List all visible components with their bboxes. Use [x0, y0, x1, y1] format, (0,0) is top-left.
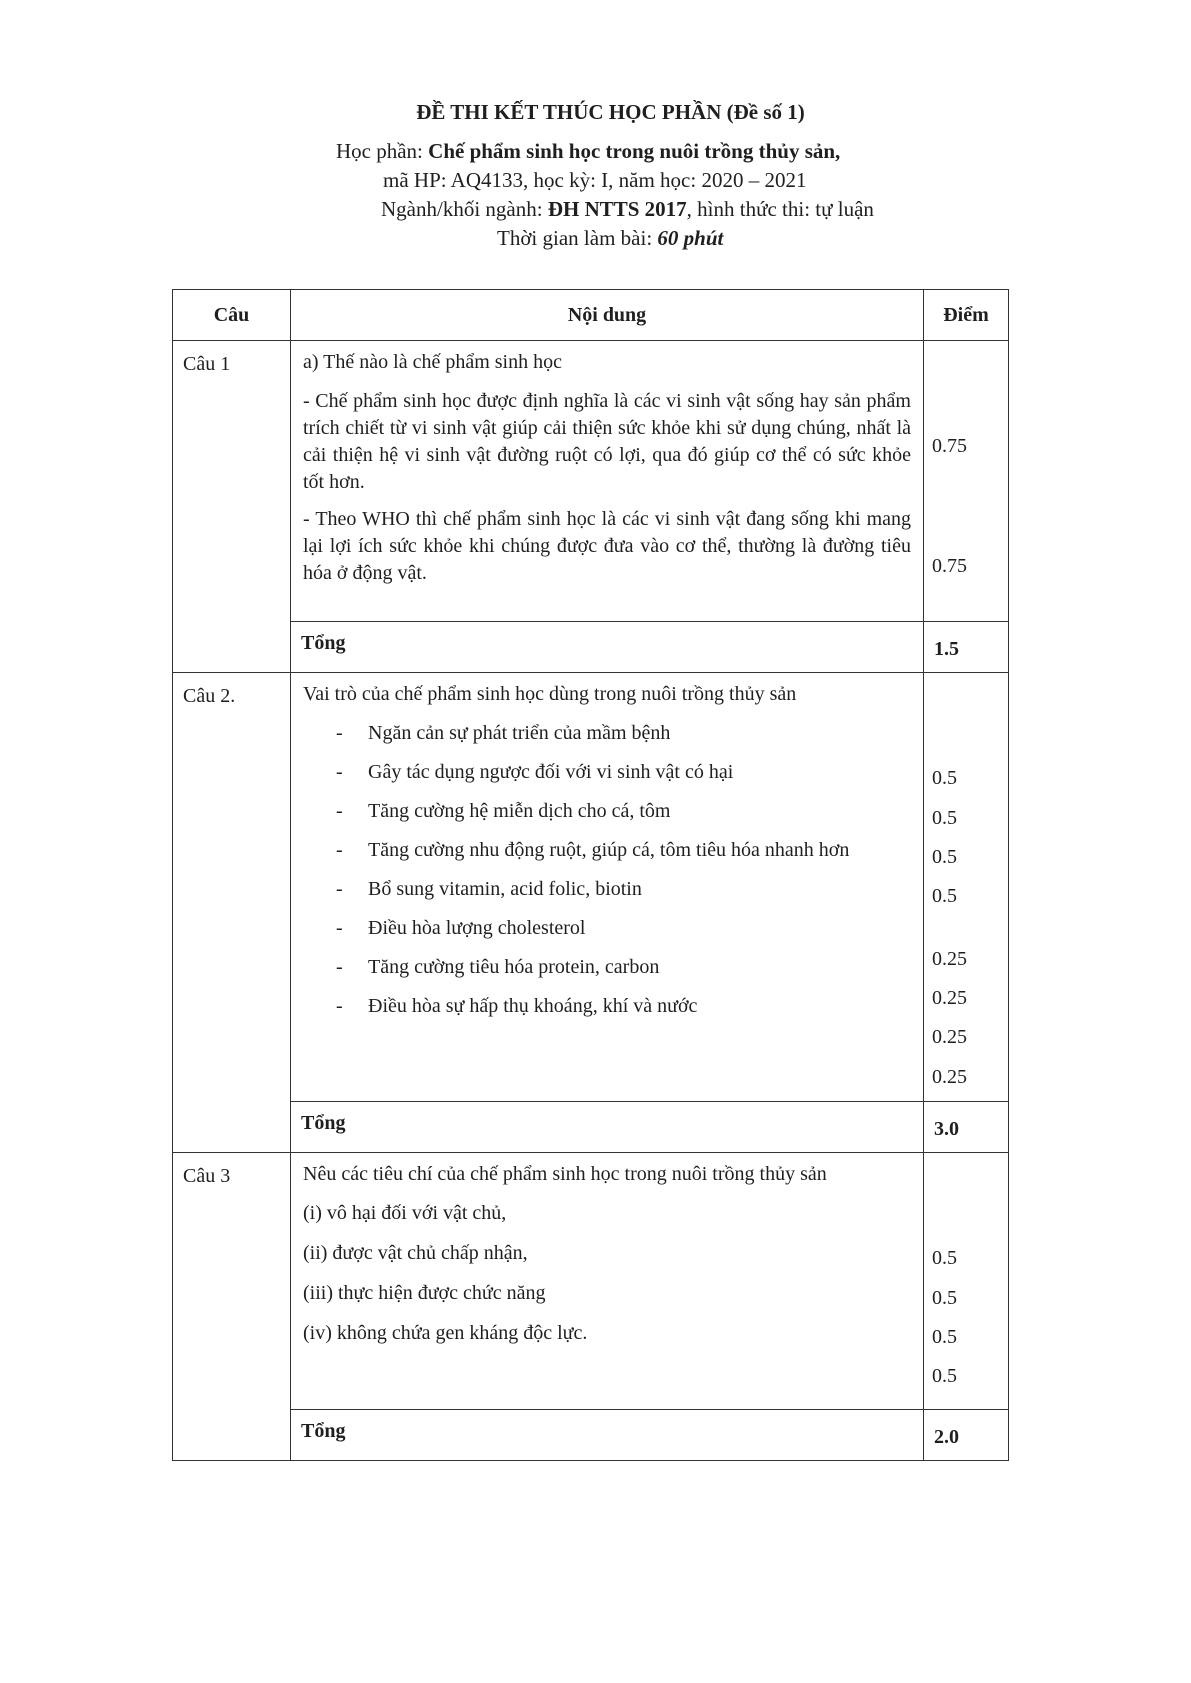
q2-label: Câu 2.	[173, 673, 291, 1153]
list-item: (i) vô hại đối với vật chủ,	[303, 1202, 507, 1224]
course-prefix: Học phần:	[336, 139, 429, 163]
q3-score: 0.5	[932, 1326, 957, 1348]
q2-row	[173, 673, 1009, 1102]
list-item: - Điều hòa sự hấp thụ khoáng, khí và nước	[336, 993, 911, 1020]
list-item: - Ngăn cản sự phát triển của mầm bệnh	[336, 720, 911, 747]
time-value: 60 phút	[657, 226, 724, 250]
q3-prompt: Nêu các tiêu chí của chế phẩm sinh học trong nuôi trồng thủy sản	[303, 1163, 827, 1185]
q2-total-label: Tổng	[291, 1102, 924, 1153]
q1-label: Câu 1	[173, 341, 291, 673]
major-prefix: Ngành/khối ngành:	[381, 197, 548, 221]
exam-header	[0, 98, 1191, 253]
q1-score-2: 0.75	[932, 555, 967, 577]
q3-scores	[924, 1153, 1009, 1410]
q1-total-score: 1.5	[924, 622, 1009, 673]
q1-score-1: 0.75	[932, 435, 967, 457]
exam-form: , hình thức thi: tự luận	[686, 197, 874, 221]
q1-prompt: a) Thế nào là chế phẩm sinh học	[303, 351, 562, 373]
q3-list	[303, 1200, 911, 1347]
list-item: - Gây tác dụng ngược đối với vi sinh vật có hại	[336, 759, 911, 786]
table-header-row	[173, 290, 1009, 341]
q3-label: Câu 3	[173, 1153, 291, 1461]
course-meta: mã HP: AQ4133, học kỳ: I, năm học: 2020 – 2021	[383, 168, 807, 192]
q3-score: 0.5	[932, 1287, 957, 1309]
header-score: Điểm	[924, 290, 1009, 341]
q1-row	[173, 341, 1009, 622]
list-item: - Tăng cường hệ miễn dịch cho cá, tôm	[336, 798, 911, 825]
list-item: (iii) thực hiện được chức năng	[303, 1282, 546, 1304]
time-prefix: Thời gian làm bài:	[497, 226, 658, 250]
q3-score: 0.5	[932, 1365, 957, 1387]
q3-total-row	[173, 1410, 1009, 1461]
exam-title: ĐỀ THI KẾT THÚC HỌC PHẦN (Đề số 1)	[416, 100, 805, 124]
q2-score: 0.5	[932, 767, 957, 789]
q2-list	[303, 720, 911, 1020]
list-item: - Tăng cường nhu động ruột, giúp cá, tôm tiêu hóa nhanh hơn	[336, 837, 911, 864]
time-line	[0, 224, 1191, 253]
q2-prompt: Vai trò của chế phẩm sinh học dùng trong nuôi trồng thủy sản	[303, 683, 797, 705]
header-content: Nội dung	[291, 290, 924, 341]
q1-total-row	[173, 622, 1009, 673]
list-item: (iv) không chứa gen kháng độc lực.	[303, 1322, 588, 1344]
answer-table	[172, 289, 1009, 1461]
major-name: ĐH NTTS 2017	[547, 197, 687, 221]
q2-total-score: 3.0	[924, 1102, 1009, 1153]
list-item: (ii) được vật chủ chấp nhận,	[303, 1242, 528, 1264]
q1-paragraph-2: - Theo WHO thì chế phẩm sinh học là các vi sinh vật đang sống khi mang lại lợi ích sức khỏe khi chúng được đưa vào cơ thể, thường là đường tiêu hóa ở động vật.	[303, 508, 911, 584]
course-line	[0, 137, 1191, 166]
q2-score: 0.25	[932, 948, 967, 970]
q3-total-label: Tổng	[291, 1410, 924, 1461]
q2-score: 0.25	[932, 1026, 967, 1048]
header-question: Câu	[173, 290, 291, 341]
list-item: - Điều hòa lượng cholesterol	[336, 915, 911, 942]
list-item: - Bổ sung vitamin, acid folic, biotin	[336, 876, 911, 903]
q2-score: 0.5	[932, 846, 957, 868]
q2-score: 0.25	[932, 987, 967, 1009]
q2-score: 0.5	[932, 885, 957, 907]
q1-total-label: Tổng	[291, 622, 924, 673]
q3-content	[291, 1153, 924, 1410]
major-line	[0, 195, 1191, 224]
list-item: - Tăng cường tiêu hóa protein, carbon	[336, 954, 911, 981]
q3-row	[173, 1153, 1009, 1410]
q2-scores	[924, 673, 1009, 1102]
q3-total-score: 2.0	[924, 1410, 1009, 1461]
q1-content	[291, 341, 924, 622]
q2-total-row	[173, 1102, 1009, 1153]
q2-content	[291, 673, 924, 1102]
course-name: Chế phẩm sinh học trong nuôi trồng thủy sản,	[428, 139, 841, 163]
q2-score: 0.25	[932, 1066, 967, 1088]
q3-score: 0.5	[932, 1247, 957, 1269]
q2-score: 0.5	[932, 807, 957, 829]
q1-scores	[924, 341, 1009, 622]
q1-paragraph-1: - Chế phẩm sinh học được định nghĩa là các vi sinh vật sống hay sản phẩm trích chiết từ vi sinh vật giúp cải thiện sức khỏe khi sử dụng chúng, nhất là cải thiện hệ vi sinh vật đường ruột có lợi, qua đó giúp cơ thể có sức khỏe tốt hơn.	[303, 390, 911, 493]
